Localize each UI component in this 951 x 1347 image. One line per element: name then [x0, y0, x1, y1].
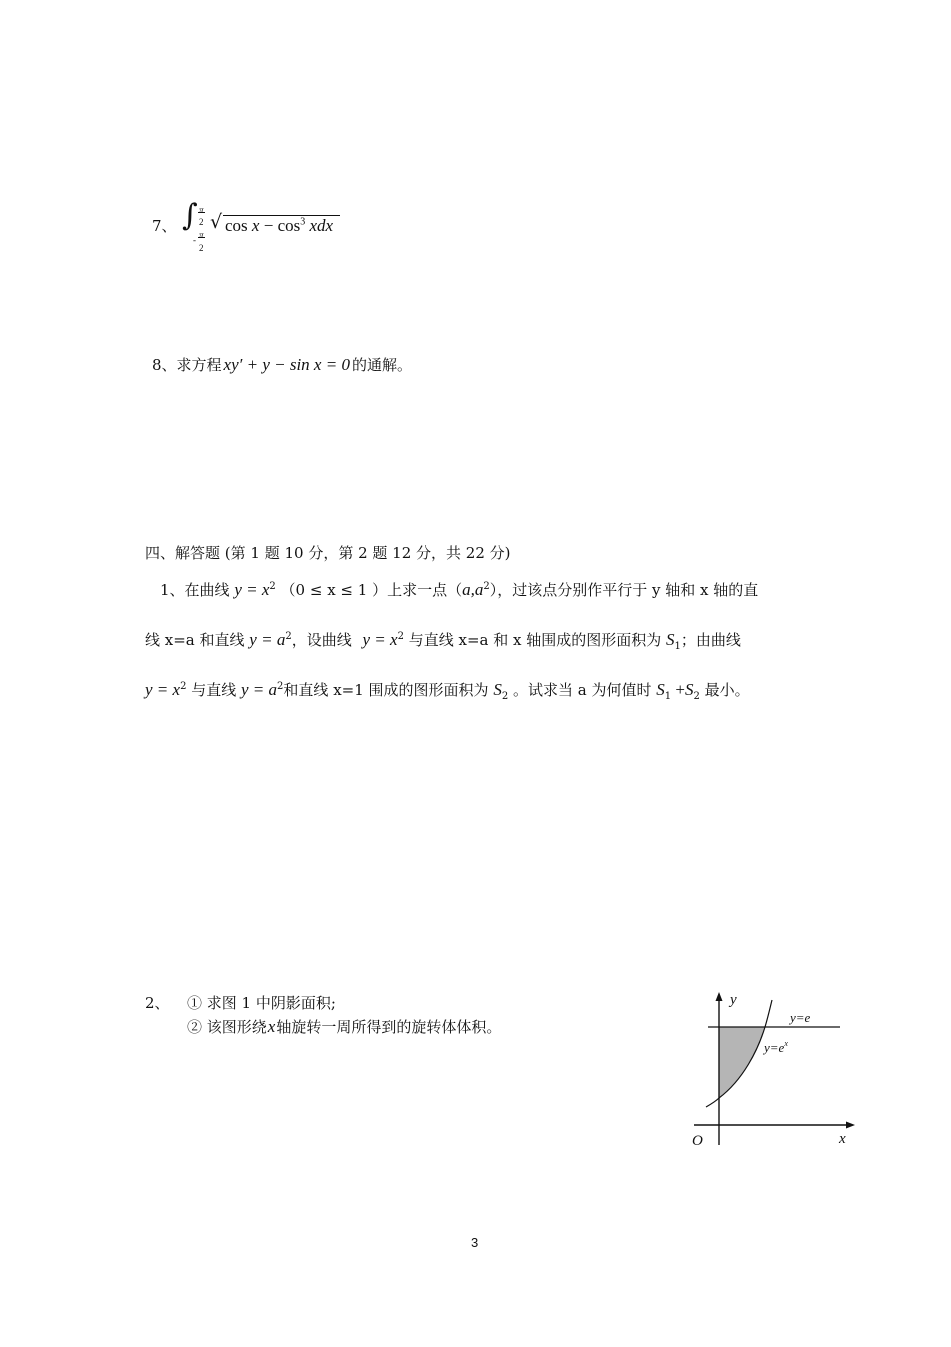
- p1-l3-b: 和直线 x=1 围成的图形面积为: [283, 681, 489, 699]
- p1-l3-exp2: 2: [277, 681, 284, 692]
- y-axis-arrow: [716, 992, 723, 1001]
- p1-l2-a: 线 x=a 和直线: [145, 631, 245, 649]
- p1-l1-a: 1、在曲线: [160, 581, 230, 599]
- cos-1: cos: [225, 216, 248, 235]
- p1-l2-b: ，设曲线: [291, 631, 352, 649]
- q8: [152, 355, 412, 375]
- lower-limit-den: 2: [199, 243, 204, 253]
- q7-number: 7、: [152, 217, 177, 235]
- q8-equation: xy′ + y − sin x = 0: [223, 355, 350, 374]
- var-x-1: x: [251, 216, 260, 235]
- origin-label: O: [692, 1133, 703, 1149]
- q8-prefix: 8、求方程: [152, 356, 222, 374]
- p1-l3-d: 最小。: [704, 681, 750, 699]
- line-label: y=e: [790, 1010, 811, 1025]
- p1-l2-eq: y = a: [249, 630, 286, 649]
- p1-l2-eq2: y = x: [362, 630, 398, 649]
- p1-l2-s: S: [666, 630, 675, 649]
- shaded-region: [719, 1027, 765, 1098]
- q8-suffix: 的通解。: [351, 356, 412, 374]
- p1-l3-s2-sub: 2: [693, 691, 700, 702]
- upper-limit-den: 2: [199, 217, 204, 227]
- x-axis-arrow: [846, 1122, 855, 1129]
- problem2-item2: [187, 1017, 501, 1037]
- curve-label: [762, 1039, 788, 1055]
- x-axis-label: x: [839, 1131, 846, 1147]
- problem1-line2: [145, 630, 741, 650]
- p1-l3-a: 与直线: [191, 681, 237, 699]
- problem1-line3: [145, 680, 750, 700]
- p2-item2-a: ② 该图形绕: [187, 1018, 267, 1036]
- exponent-3: 3: [300, 216, 306, 228]
- p1-l1-point-exp: 2: [483, 581, 490, 592]
- curve-label-exp: x: [784, 1039, 788, 1048]
- p1-l1-point: a,a: [462, 580, 484, 599]
- p1-l1-c: ），过该点分别作平行于 y 轴和 x 轴的直: [489, 581, 759, 599]
- p1-l2-d: ；由曲线: [680, 631, 741, 649]
- var-x-2: x: [309, 216, 318, 235]
- p1-l3-c: 。试求当 a 为何值时: [512, 681, 652, 699]
- p2-item2-x: x: [267, 1017, 276, 1036]
- p1-l1-b: （0 ≤ x ≤ 1 ）上求一点（: [280, 581, 463, 599]
- lower-limit-sign: -: [193, 235, 196, 245]
- cos-2: cos: [277, 216, 301, 235]
- lower-limit-num: π: [199, 230, 204, 240]
- p1-l3-s1: S: [656, 680, 665, 699]
- problem2-number: 2、: [145, 994, 170, 1012]
- curve-label-base: y=e: [764, 1040, 785, 1055]
- p1-l3-plus: +: [671, 680, 685, 699]
- p1-l3-s: S: [493, 680, 502, 699]
- dx: dx: [317, 216, 334, 235]
- upper-limit-num: π: [199, 205, 204, 215]
- p1-l3-eq2: y = a: [241, 680, 278, 699]
- page-number: 3: [471, 1235, 479, 1250]
- p1-l2-s-sub: 1: [674, 641, 681, 652]
- minus-sign: −: [263, 216, 274, 235]
- figure-1: [688, 990, 858, 1155]
- radicand: [225, 216, 333, 236]
- p1-l1-exp: 2: [269, 581, 276, 592]
- problem2-item1: ① 求图 1 中阴影面积;: [187, 994, 336, 1012]
- integral-sign: ∫: [182, 198, 198, 233]
- radical-sign: √: [210, 211, 223, 233]
- p1-l2-c: 与直线 x=a 和 x 轴围成的图形面积为: [408, 631, 662, 649]
- p1-l2-exp2: 2: [397, 631, 404, 642]
- p1-l3-s1-sub: 1: [664, 691, 672, 702]
- p1-l2-exp: 2: [285, 631, 292, 642]
- p1-l3-eq: y = x: [145, 680, 181, 699]
- p1-l3-exp: 2: [180, 681, 187, 692]
- p1-l1-eq: y = x: [234, 580, 270, 599]
- p1-l3-s-sub: 2: [501, 691, 509, 702]
- problem1-line1: [160, 580, 758, 600]
- y-axis-label: y: [730, 992, 737, 1008]
- p1-l3-s2: S: [684, 680, 694, 699]
- p2-item2-b: 轴旋转一周所得到的旋转体体积。: [276, 1018, 502, 1036]
- section-heading: 四、解答题 (第 1 题 10 分，第 2 题 12 分，共 22 分): [145, 544, 511, 562]
